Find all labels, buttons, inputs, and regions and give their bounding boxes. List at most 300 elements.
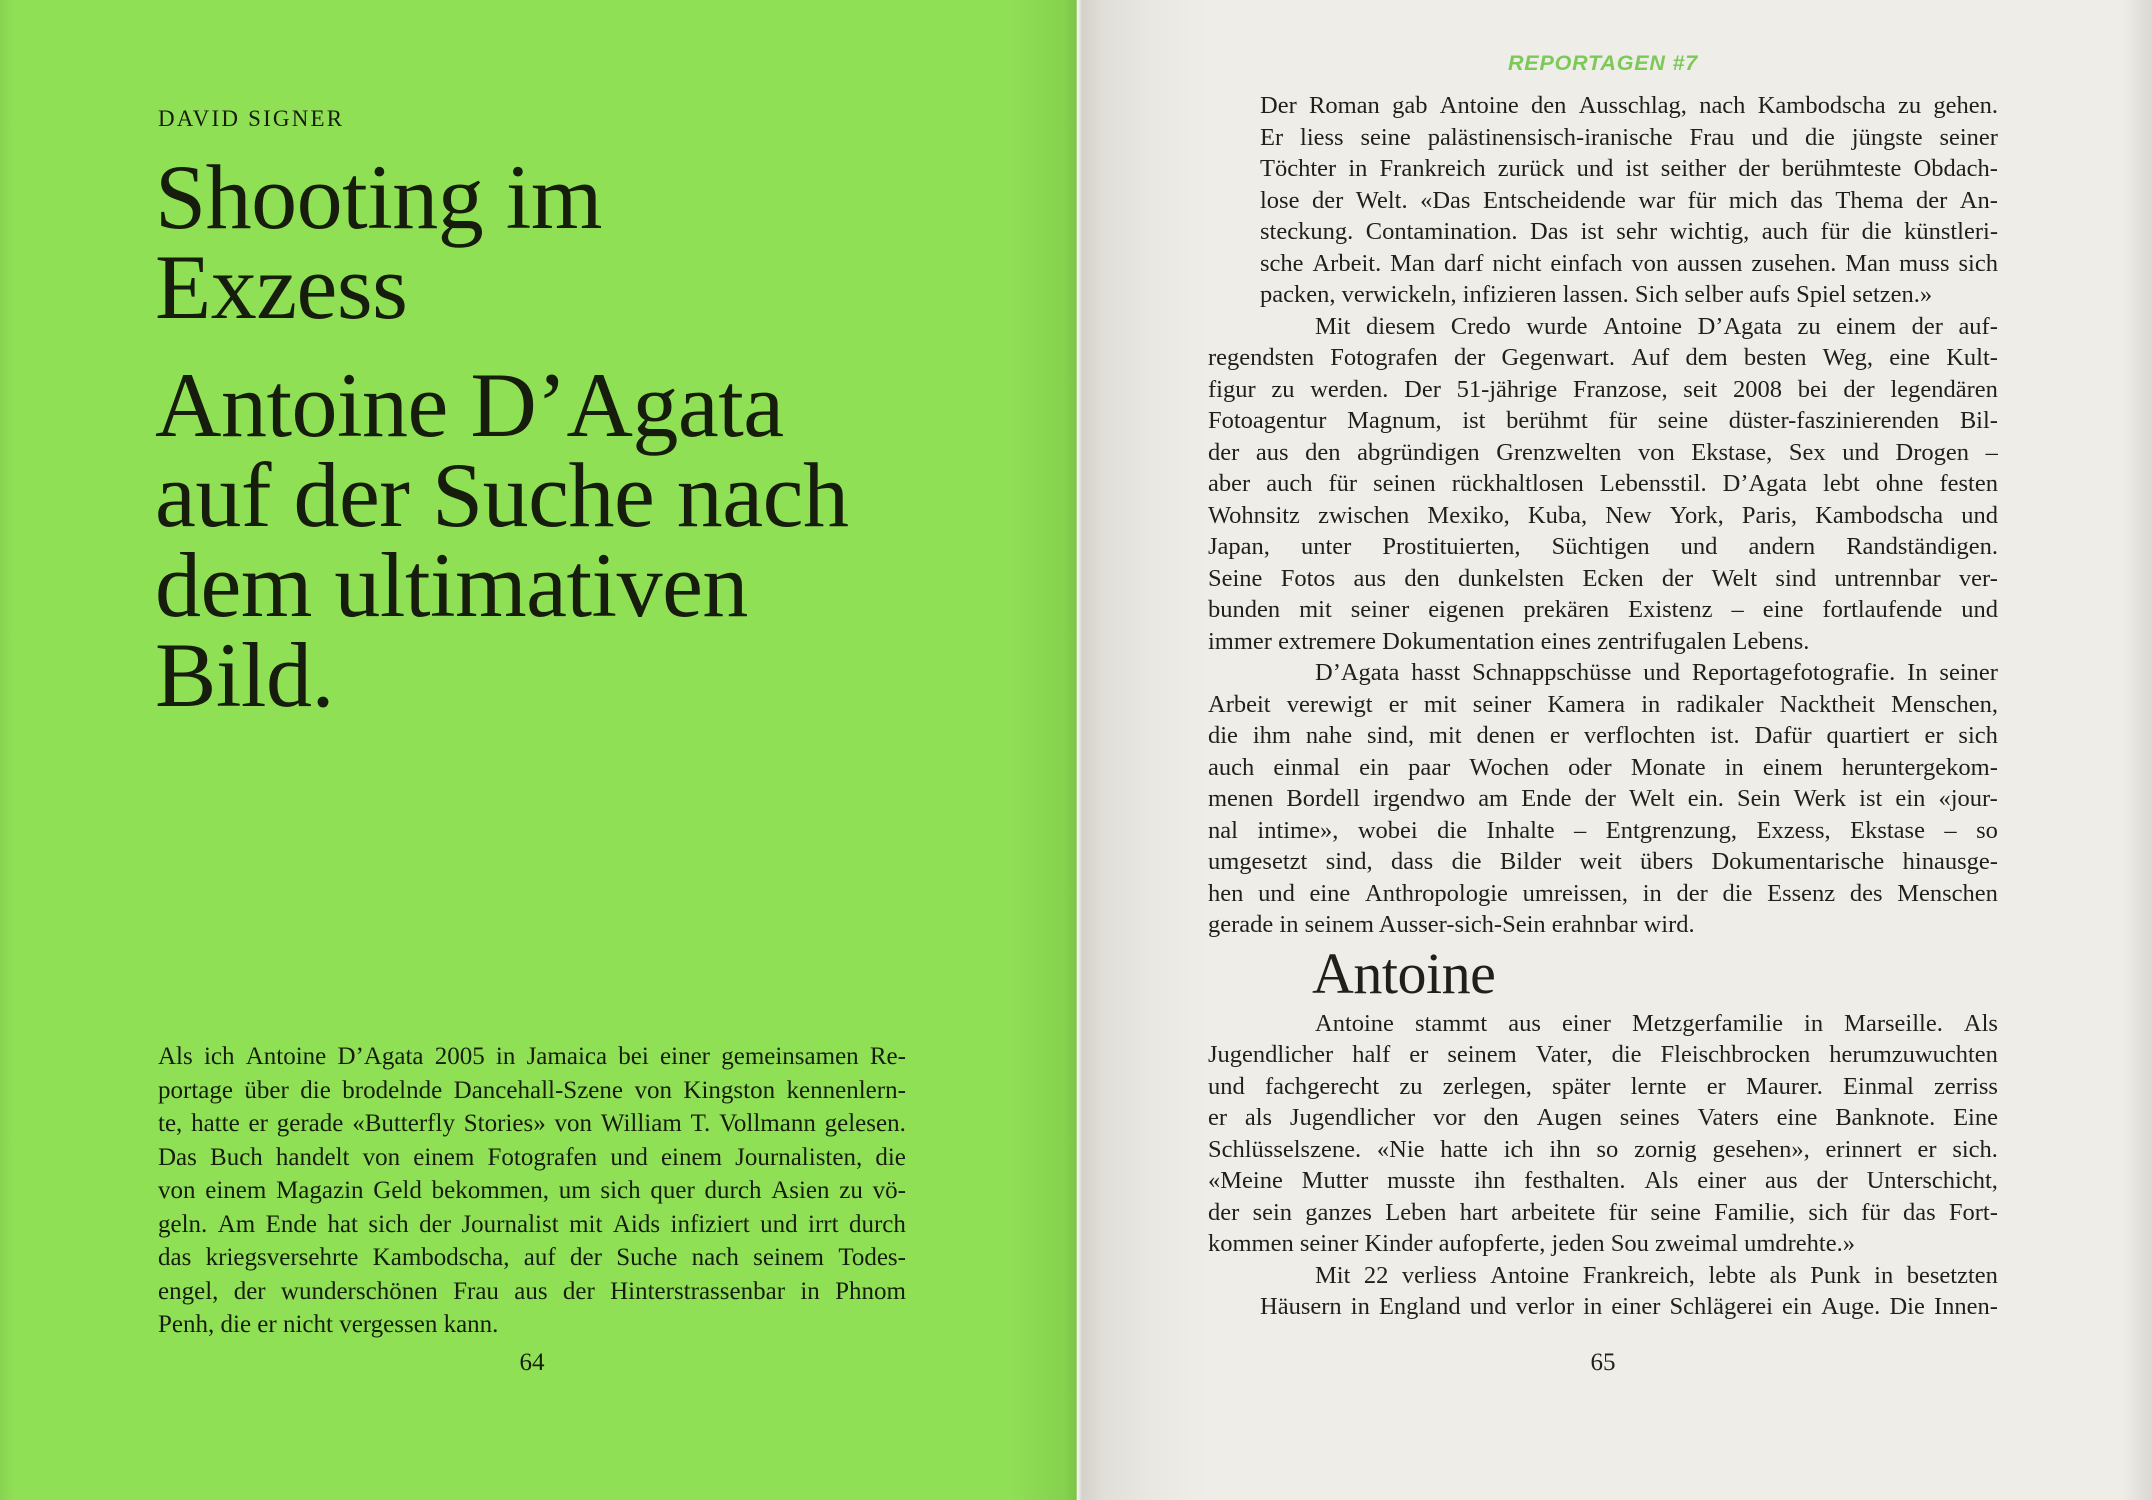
word: Lebensstil. bbox=[1599, 470, 1707, 497]
word: Schlüsselszene. bbox=[1208, 1135, 1362, 1163]
word: vor bbox=[1432, 1104, 1466, 1131]
word: hat bbox=[327, 1210, 358, 1238]
word: aussen bbox=[1677, 249, 1743, 277]
word: sich bbox=[1958, 722, 1998, 749]
article-subtitle bbox=[155, 354, 1055, 726]
word: – bbox=[1574, 816, 1587, 844]
word: Nacktheit bbox=[1779, 690, 1875, 718]
body-paragraph bbox=[1260, 90, 1998, 311]
word: hasst bbox=[1411, 659, 1461, 686]
word: prekären bbox=[1523, 596, 1610, 623]
word: ist bbox=[1859, 785, 1883, 812]
word: Ecken bbox=[1582, 564, 1644, 592]
text-line bbox=[1260, 1260, 1998, 1292]
word: mit bbox=[1299, 596, 1332, 623]
word: umgesetzt bbox=[1208, 848, 1308, 875]
word: einem bbox=[205, 1177, 267, 1204]
word: war bbox=[1638, 186, 1676, 214]
word: Bilder bbox=[1499, 848, 1562, 875]
word: und bbox=[610, 1143, 648, 1171]
word: Das bbox=[158, 1143, 197, 1171]
word: ein bbox=[1782, 1293, 1812, 1320]
word: besetzten bbox=[1906, 1261, 1998, 1289]
word: Entgrenzung, bbox=[1605, 816, 1738, 844]
word: diesem bbox=[1365, 312, 1436, 340]
word: Japan, bbox=[1208, 533, 1270, 560]
word: verlor bbox=[1515, 1293, 1575, 1320]
word: einer bbox=[1561, 1009, 1611, 1037]
word: sind bbox=[1775, 564, 1817, 592]
word: Monate bbox=[1630, 753, 1706, 781]
word: für bbox=[1328, 470, 1358, 497]
text-line bbox=[1208, 342, 1998, 374]
word: eine bbox=[1889, 344, 1931, 371]
word: übers bbox=[1640, 848, 1694, 875]
word: die bbox=[1451, 848, 1482, 875]
word: nicht bbox=[1492, 249, 1542, 277]
word: auf- bbox=[1958, 312, 1998, 340]
word: wobei bbox=[1357, 816, 1418, 844]
word: zwischen bbox=[1318, 501, 1410, 529]
word: – bbox=[1985, 438, 1998, 466]
word: darf bbox=[1444, 249, 1484, 277]
word: für bbox=[1820, 218, 1850, 245]
text-line bbox=[158, 1141, 906, 1175]
word: Kambodscha bbox=[1757, 92, 1886, 119]
word: Familie, bbox=[1714, 1198, 1796, 1226]
text-line bbox=[1208, 752, 1998, 784]
word: einem bbox=[1762, 753, 1823, 781]
word: andern bbox=[1748, 533, 1816, 560]
word: zusehen. bbox=[1751, 249, 1837, 277]
word: den bbox=[1404, 564, 1440, 592]
word: verewigt bbox=[1286, 690, 1373, 718]
word: Kult- bbox=[1946, 344, 1998, 371]
word: An- bbox=[1959, 186, 1998, 214]
text-line: kommen seiner Kinder aufopferte, jeden Sou zweimal umdrehte.» bbox=[1208, 1230, 1855, 1257]
word: quartiert bbox=[1826, 722, 1910, 749]
word: in bbox=[1348, 155, 1368, 182]
word: gelesen. bbox=[824, 1110, 906, 1137]
word: Antoine bbox=[1315, 1009, 1394, 1037]
word: ist bbox=[1462, 407, 1486, 434]
word: und bbox=[1576, 155, 1614, 182]
word: erinnert bbox=[1825, 1135, 1902, 1163]
intro-paragraph bbox=[158, 1040, 906, 1342]
section-heading: Antoine bbox=[1312, 940, 1496, 1006]
word: oder bbox=[1568, 753, 1612, 781]
word: seiner bbox=[1939, 659, 1998, 686]
word: seine bbox=[1360, 123, 1411, 151]
text-line bbox=[158, 1107, 906, 1141]
word: Todes- bbox=[838, 1244, 906, 1271]
body-paragraph bbox=[1208, 311, 1998, 658]
word: den bbox=[1305, 438, 1341, 466]
word: Obdach- bbox=[1913, 155, 1998, 182]
word: Kamera bbox=[1547, 690, 1626, 718]
word: Journalisten, bbox=[735, 1143, 863, 1171]
author-kicker: DAVID SIGNER bbox=[158, 106, 345, 131]
word: Welt bbox=[1629, 785, 1675, 812]
word: lose bbox=[1260, 186, 1300, 214]
word: er bbox=[1549, 722, 1569, 749]
word: Seine bbox=[1208, 564, 1263, 592]
word: infiziert bbox=[670, 1210, 750, 1238]
word: der bbox=[1676, 879, 1708, 907]
word: seither bbox=[1660, 155, 1727, 182]
word: besten bbox=[1743, 344, 1807, 371]
word: kennenlern- bbox=[786, 1076, 906, 1104]
word: seiner bbox=[1350, 596, 1410, 623]
word: Asien bbox=[771, 1177, 830, 1204]
word: Sein bbox=[1736, 785, 1781, 812]
word: auch bbox=[1208, 753, 1255, 781]
word: heruntergekom- bbox=[1841, 753, 1998, 781]
text-line bbox=[1260, 185, 1998, 217]
word: zerriss bbox=[1934, 1072, 1998, 1100]
text-line: gerade in seinem Ausser-sich-Sein erahnbar wird. bbox=[1208, 911, 1695, 938]
word: festen bbox=[1939, 470, 1998, 497]
word: Ende bbox=[1521, 785, 1572, 812]
word: aus bbox=[1508, 1009, 1541, 1037]
word: dem bbox=[1685, 344, 1728, 371]
word: seinem bbox=[1447, 1041, 1517, 1068]
word: Mit bbox=[1315, 1261, 1351, 1289]
word: ver- bbox=[1958, 564, 1998, 592]
word: William bbox=[600, 1110, 682, 1137]
word: sich bbox=[1808, 1198, 1848, 1226]
text-line bbox=[1208, 594, 1998, 626]
text-line bbox=[1208, 405, 1998, 437]
text-line bbox=[1208, 783, 1998, 815]
word: und bbox=[760, 1210, 798, 1238]
word: ihn bbox=[1549, 1135, 1581, 1163]
word: in bbox=[1804, 1009, 1824, 1037]
word: legendären bbox=[1890, 375, 1998, 403]
word: Paris, bbox=[1741, 501, 1798, 529]
word: später bbox=[1552, 1072, 1611, 1100]
word: Exzess, bbox=[1756, 816, 1831, 844]
magazine-kicker: REPORTAGEN #7 bbox=[1507, 51, 1698, 75]
text-line bbox=[1208, 1165, 1998, 1197]
text-line bbox=[1208, 500, 1998, 532]
word: sich. bbox=[1952, 1135, 1998, 1163]
word: Auf bbox=[1631, 344, 1670, 371]
word: in bbox=[495, 1043, 516, 1070]
word: aus bbox=[1255, 438, 1289, 466]
text-line bbox=[1208, 878, 1998, 910]
word: als bbox=[1769, 1261, 1797, 1289]
word: mit bbox=[1423, 690, 1457, 718]
text-line bbox=[1208, 657, 1998, 689]
word: portage bbox=[158, 1076, 233, 1104]
word: Bordell bbox=[1286, 785, 1360, 812]
word: Suche bbox=[616, 1244, 678, 1271]
word: Eine bbox=[1953, 1104, 1998, 1131]
word: die bbox=[1722, 879, 1753, 907]
word: ist. bbox=[1710, 722, 1740, 749]
word: Als bbox=[1644, 1167, 1679, 1194]
word: Häusern bbox=[1260, 1293, 1342, 1320]
word: die bbox=[1804, 123, 1835, 151]
word: Kambodscha bbox=[1815, 501, 1944, 529]
word: gehen. bbox=[1933, 92, 1998, 119]
word: von bbox=[1637, 438, 1675, 466]
word: ich bbox=[203, 1043, 235, 1070]
word: Auge. bbox=[1821, 1293, 1881, 1320]
text-line bbox=[1208, 846, 1998, 878]
word: kriegsversehrte bbox=[205, 1244, 359, 1271]
word: das bbox=[1790, 186, 1823, 214]
text-line bbox=[158, 1074, 906, 1108]
word: sind, bbox=[1325, 848, 1373, 875]
word: Vater, bbox=[1535, 1041, 1593, 1068]
word: ihn bbox=[1474, 1167, 1506, 1194]
word: von bbox=[158, 1177, 196, 1204]
word: und bbox=[1680, 533, 1718, 560]
word: Schlägerei bbox=[1669, 1293, 1773, 1320]
word: eine bbox=[1309, 879, 1351, 907]
word: sind, bbox=[1367, 722, 1414, 749]
word: nach bbox=[691, 1244, 739, 1271]
word: in bbox=[1641, 690, 1661, 718]
word: festhalten. bbox=[1524, 1167, 1626, 1194]
word: um bbox=[558, 1177, 591, 1204]
word: Franzose, bbox=[1573, 375, 1668, 403]
word: Fotografen bbox=[487, 1143, 598, 1171]
word: Jugendlicher bbox=[1289, 1104, 1416, 1131]
word: Frankreich, bbox=[1582, 1261, 1695, 1289]
word: D’Agata bbox=[1315, 659, 1400, 686]
word: Fotos bbox=[1280, 564, 1336, 592]
word: zornig bbox=[1634, 1135, 1697, 1163]
word: Leben bbox=[1385, 1198, 1447, 1226]
text-line bbox=[1208, 1197, 1998, 1229]
word: Reportagefotografie. bbox=[1691, 659, 1896, 686]
word: Phnom bbox=[835, 1277, 906, 1305]
body-paragraph bbox=[1260, 1260, 1998, 1323]
word: Mexiko, bbox=[1427, 501, 1510, 529]
word: der bbox=[233, 1277, 266, 1305]
word: sich bbox=[600, 1177, 641, 1204]
word: Menschen bbox=[1897, 879, 1998, 907]
word: In bbox=[1907, 659, 1928, 686]
word: hen bbox=[1208, 879, 1244, 907]
word: von bbox=[362, 1143, 401, 1171]
text-line bbox=[1208, 1071, 1998, 1103]
word: den bbox=[1531, 92, 1567, 119]
word: Hinterstrassenbar bbox=[610, 1277, 786, 1305]
word: steckung. bbox=[1260, 218, 1354, 245]
word: arbeitete bbox=[1511, 1198, 1596, 1226]
word: D’Agata bbox=[1697, 312, 1782, 340]
word: England bbox=[1378, 1293, 1461, 1320]
word: in bbox=[1583, 1293, 1603, 1320]
word: Mit bbox=[1315, 312, 1351, 340]
word: D’Agata bbox=[1722, 470, 1807, 497]
text-line bbox=[1208, 468, 1998, 500]
text-line bbox=[1208, 311, 1998, 343]
text-line bbox=[1260, 248, 1998, 280]
word: seine bbox=[1650, 1198, 1701, 1226]
word: liess bbox=[1300, 123, 1344, 151]
word: «jour- bbox=[1938, 785, 1998, 812]
word: seiner bbox=[1472, 690, 1532, 718]
word: auf bbox=[523, 1244, 556, 1271]
word: Sex bbox=[1788, 438, 1826, 466]
word: der bbox=[1915, 186, 1948, 214]
word: – bbox=[1731, 596, 1744, 623]
word: zurück bbox=[1497, 155, 1565, 182]
word: der bbox=[1911, 312, 1943, 340]
word: gerade bbox=[276, 1110, 344, 1137]
word: hatte bbox=[1440, 1135, 1488, 1163]
word: und bbox=[1961, 596, 1998, 623]
word: rückhaltlosen bbox=[1451, 470, 1584, 497]
word: der bbox=[1843, 375, 1875, 403]
word: Inhalte bbox=[1486, 816, 1555, 844]
word: so bbox=[1596, 1135, 1619, 1163]
word: Antoine bbox=[1439, 92, 1519, 119]
title-line: dem ultimativen bbox=[155, 534, 748, 636]
word: Maurer. bbox=[1745, 1072, 1823, 1100]
word: Der bbox=[1260, 92, 1297, 119]
word: und bbox=[1469, 1293, 1507, 1320]
word: half bbox=[1352, 1041, 1391, 1068]
page-number-left: 64 bbox=[519, 1349, 545, 1376]
text-line bbox=[158, 1040, 906, 1074]
word: die bbox=[1437, 816, 1468, 844]
word: aus bbox=[1764, 1167, 1798, 1194]
word: Essenz bbox=[1767, 879, 1836, 907]
word: mit bbox=[569, 1210, 603, 1238]
word: den bbox=[1483, 1104, 1519, 1131]
word: irgendwo bbox=[1373, 785, 1466, 812]
word: Wochen bbox=[1469, 753, 1550, 781]
word: Entscheidende bbox=[1482, 186, 1626, 214]
article-title bbox=[155, 146, 1035, 338]
word: Als bbox=[1963, 1009, 1998, 1037]
text-line bbox=[1208, 689, 1998, 721]
word: in bbox=[1874, 1261, 1894, 1289]
word: wunderschönen bbox=[280, 1277, 438, 1305]
word: die bbox=[875, 1143, 906, 1171]
word: nach bbox=[1699, 92, 1746, 119]
word: Unterschicht, bbox=[1866, 1167, 1998, 1194]
word: einem bbox=[413, 1143, 475, 1171]
word: auch bbox=[1761, 218, 1809, 245]
text-line bbox=[1208, 1039, 1998, 1071]
word: te, bbox=[158, 1110, 183, 1137]
word: zu bbox=[1797, 312, 1821, 340]
word: sehr bbox=[1616, 218, 1658, 245]
word: so bbox=[1976, 816, 1998, 844]
word: untrennbar bbox=[1834, 564, 1941, 592]
word: Roman bbox=[1309, 92, 1380, 119]
word: radikaler bbox=[1676, 690, 1764, 718]
word: Welt. bbox=[1355, 186, 1408, 214]
word: durch bbox=[848, 1210, 906, 1238]
word: für bbox=[1861, 1198, 1890, 1226]
word: New bbox=[1605, 501, 1652, 529]
word: Dokumentarische bbox=[1711, 848, 1885, 875]
text-line bbox=[1208, 1134, 1998, 1166]
text-line bbox=[1260, 216, 1998, 248]
word: dunkelsten bbox=[1458, 564, 1565, 592]
word: seines bbox=[1619, 1104, 1680, 1131]
word: er bbox=[248, 1110, 268, 1137]
word: einer bbox=[660, 1043, 711, 1070]
word: regendsten bbox=[1208, 344, 1315, 371]
word: bekommen, bbox=[431, 1177, 549, 1204]
word: Antoine bbox=[1490, 1261, 1570, 1289]
word: York, bbox=[1669, 501, 1724, 529]
word: gab bbox=[1392, 92, 1428, 119]
word: 2005 bbox=[434, 1043, 485, 1070]
word: und bbox=[1961, 501, 1998, 529]
word: zu bbox=[839, 1177, 863, 1204]
word: ein bbox=[1359, 753, 1390, 781]
word: irrt bbox=[808, 1210, 839, 1238]
word: Stories» bbox=[463, 1110, 546, 1137]
word: der bbox=[1816, 1167, 1848, 1194]
word: einer bbox=[1697, 1167, 1747, 1194]
word: er bbox=[1388, 690, 1408, 718]
body-text-column bbox=[1208, 90, 1998, 1323]
word: wurde bbox=[1526, 312, 1588, 340]
word: und bbox=[1643, 659, 1680, 686]
word: mich bbox=[1728, 186, 1778, 214]
word: hatte bbox=[191, 1110, 240, 1137]
word: unter bbox=[1300, 533, 1352, 560]
word: über bbox=[244, 1076, 289, 1104]
word: Gegenwart. bbox=[1501, 344, 1616, 371]
word: vö- bbox=[872, 1177, 906, 1204]
word: aus bbox=[514, 1277, 548, 1305]
word: Einmal bbox=[1843, 1072, 1914, 1100]
word: einfach bbox=[1550, 249, 1623, 277]
word: die bbox=[1861, 218, 1892, 245]
word: er bbox=[1917, 1135, 1937, 1163]
word: Credo bbox=[1450, 312, 1511, 340]
word: Frau bbox=[1689, 123, 1735, 151]
word: Contamination. bbox=[1365, 218, 1518, 245]
title-line: Bild. bbox=[155, 624, 334, 726]
word: Antoine bbox=[245, 1043, 327, 1070]
text-line bbox=[1208, 374, 1998, 406]
word: für bbox=[1687, 186, 1717, 214]
word: als bbox=[1244, 1104, 1273, 1131]
word: er bbox=[1706, 1072, 1726, 1100]
word: seinen bbox=[1373, 470, 1436, 497]
word: hart bbox=[1459, 1198, 1498, 1226]
word: lebt bbox=[1823, 470, 1860, 497]
word: einem bbox=[1836, 312, 1897, 340]
word: Man bbox=[1845, 249, 1891, 277]
word: Man bbox=[1390, 249, 1436, 277]
word: eigenen bbox=[1428, 596, 1505, 623]
word: Kuba, bbox=[1527, 501, 1588, 529]
word: Grenzwelten bbox=[1496, 438, 1622, 466]
text-line bbox=[1208, 815, 1998, 847]
word: einer bbox=[1611, 1293, 1661, 1320]
word: künstleri- bbox=[1904, 218, 1998, 245]
word: das bbox=[158, 1244, 192, 1271]
word: aus bbox=[1353, 564, 1387, 592]
word: Marseille. bbox=[1844, 1009, 1943, 1037]
word: paar bbox=[1408, 753, 1451, 781]
text-line bbox=[1208, 720, 1998, 752]
